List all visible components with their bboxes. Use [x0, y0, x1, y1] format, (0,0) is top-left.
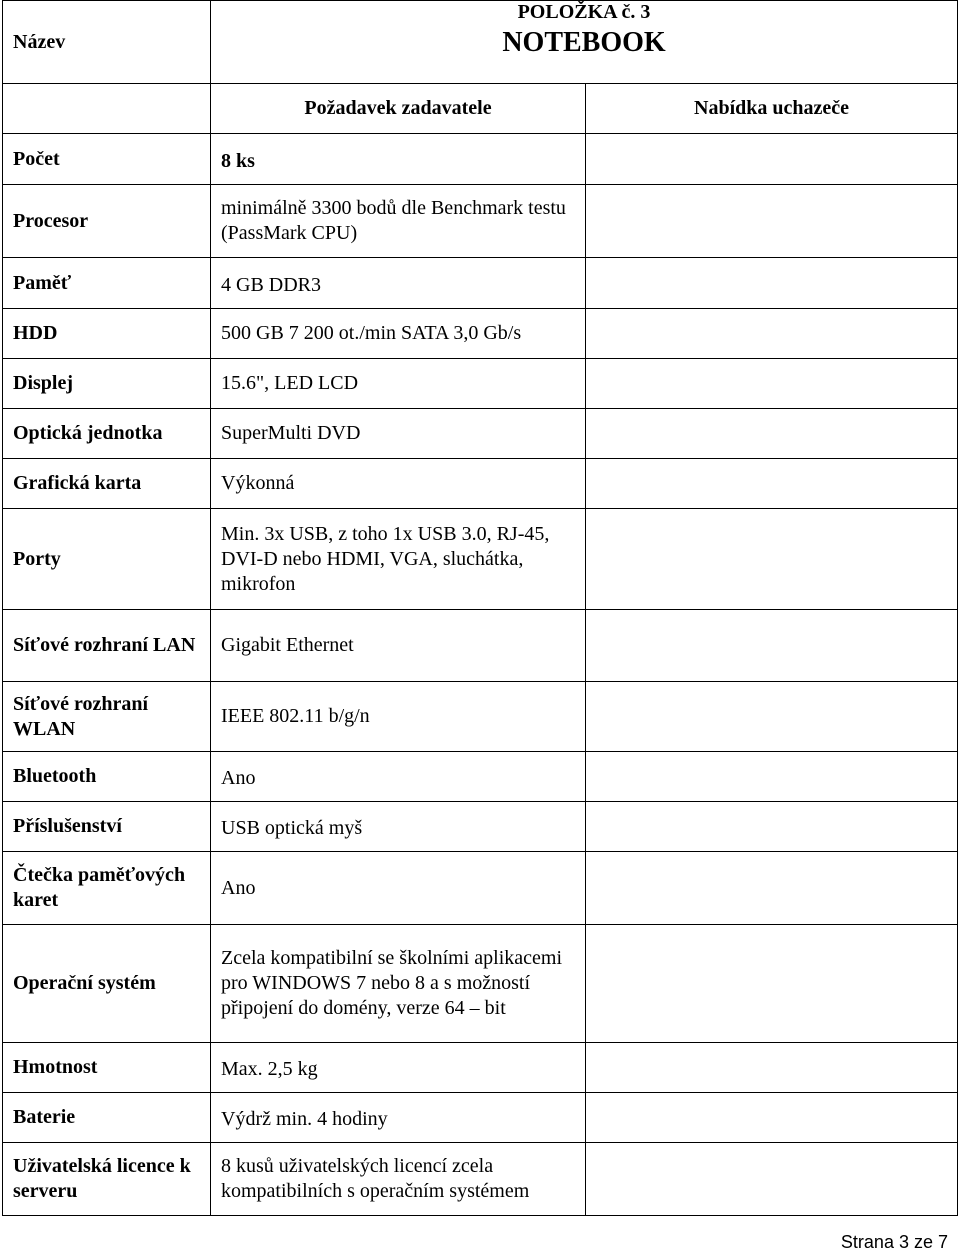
offer-cell — [586, 309, 958, 359]
offer-cell — [586, 185, 958, 258]
spec-table — [2, 0, 958, 1216]
row-label: Baterie — [3, 1093, 211, 1143]
row-label: HDD — [3, 309, 211, 359]
row-label: Bluetooth — [3, 752, 211, 802]
row-label: Počet — [3, 134, 211, 185]
offer-cell — [586, 1093, 958, 1143]
row-label: Porty — [3, 509, 211, 610]
row-value: 500 GB 7 200 ot./min SATA 3,0 Gb/s — [211, 309, 586, 359]
row-value: Ano — [211, 752, 586, 802]
offer-cell — [586, 610, 958, 682]
row-value: Max. 2,5 kg — [211, 1043, 586, 1093]
offer-cell — [586, 258, 958, 309]
offer-cell — [586, 802, 958, 852]
name-label: Název — [3, 1, 211, 84]
row-value: IEEE 802.11 b/g/n — [211, 682, 586, 752]
column-header-requirement: Požadavek zadavatele — [211, 84, 586, 134]
row-label: Hmotnost — [3, 1043, 211, 1093]
offer-cell — [586, 509, 958, 610]
row-value: 15.6", LED LCD — [211, 359, 586, 409]
offer-cell — [586, 752, 958, 802]
offer-cell — [586, 852, 958, 925]
row-label: Uživatelská licence k serveru — [3, 1143, 211, 1216]
row-value: 8 ks — [211, 134, 586, 185]
offer-cell — [586, 1043, 958, 1093]
row-value: USB optická myš — [211, 802, 586, 852]
row-label: Paměť — [3, 258, 211, 309]
offer-cell — [586, 409, 958, 459]
row-value: SuperMulti DVD — [211, 409, 586, 459]
offer-cell — [586, 682, 958, 752]
row-label: Čtečka paměťových karet — [3, 852, 211, 925]
row-value: Výdrž min. 4 hodiny — [211, 1093, 586, 1143]
row-label: Síťové rozhraní WLAN — [3, 682, 211, 752]
row-value: Ano — [211, 852, 586, 925]
row-value: Min. 3x USB, z toho 1x USB 3.0, RJ-45, DVI-D nebo HDMI, VGA, sluchátka, mikrofon — [211, 509, 586, 610]
row-value: Gigabit Ethernet — [211, 610, 586, 682]
offer-cell — [586, 459, 958, 509]
row-value: 4 GB DDR3 — [211, 258, 586, 309]
product-title: NOTEBOOK — [502, 27, 666, 58]
item-title-cell — [211, 1, 958, 84]
page-number: Strana 3 ze 7 — [840, 1232, 948, 1252]
row-value: Zcela kompatibilní se školními aplikacemi pro WINDOWS 7 nebo 8 a s možností připojení do domény, verze 64 – bit — [211, 925, 586, 1043]
item-number: POLOŽKA č. 3 — [517, 1, 651, 23]
row-label: Příslušenství — [3, 802, 211, 852]
row-label: Operační systém — [3, 925, 211, 1043]
offer-cell — [586, 925, 958, 1043]
column-header-offer: Nabídka uchazeče — [586, 84, 958, 134]
row-value: Výkonná — [211, 459, 586, 509]
row-label: Procesor — [3, 185, 211, 258]
row-value: minimálně 3300 bodů dle Benchmark testu (PassMark CPU) — [211, 185, 586, 258]
row-label: Grafická karta — [3, 459, 211, 509]
header-empty — [3, 84, 211, 134]
offer-cell — [586, 1143, 958, 1216]
row-label: Optická jednotka — [3, 409, 211, 459]
row-label: Displej — [3, 359, 211, 409]
offer-cell — [586, 359, 958, 409]
row-label: Síťové rozhraní LAN — [3, 610, 211, 682]
offer-cell — [586, 134, 958, 185]
row-value: 8 kusů uživatelských licencí zcela kompatibilních s operačním systémem — [211, 1143, 586, 1216]
